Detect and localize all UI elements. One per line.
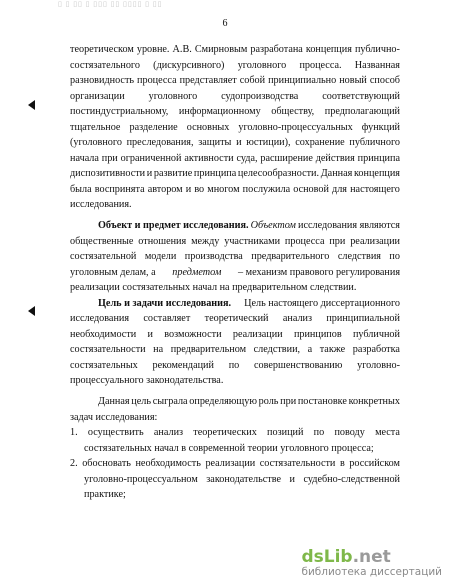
watermark-logo (301, 548, 442, 578)
task-item: 2. обосновать необходимость реализации состязательности в российском (70, 458, 400, 470)
text-line: задач исследования: (70, 411, 158, 423)
text-line: исследования. (70, 199, 132, 211)
bleed-through-artifact: ▯ ▯ ▯▯ ▯ ▯▯▯ ▯▯ ▯▯▯▯ ▯ ▯▯ (58, 0, 163, 8)
section-heading: Объект и предмет исследования. (98, 220, 249, 232)
emphasis-word: Объектом (250, 220, 296, 232)
text-line: постиндустриальному, информационному обществу, предполагающий (70, 106, 400, 118)
text-line: состязательного (дискурсивного) уголовного процесса. Названная (70, 59, 400, 71)
text-line: состязательных рекомендаций по совершенствованию уголовно- (70, 359, 400, 371)
watermark-tld: .net (352, 547, 391, 567)
text-line: общественные отношения между участниками процесса при реализации (70, 235, 400, 247)
text-line: состязательности на предварительном следствии, а также разработка (70, 344, 400, 356)
goal-heading-line: Цель и задачи исследования. Цель настоящего диссертационного (70, 296, 400, 312)
document-body (70, 42, 400, 503)
text-line: состязательной модели производства предварительного следствия по (70, 251, 400, 263)
emphasis-word: предметом (172, 266, 222, 278)
text-line: теоретическом уровне. А.В. Смирновым разработана концепция публично- (70, 44, 400, 55)
text-line: организации уголовного судопроизводства соответствующий (70, 90, 400, 102)
watermark-brand: dsLib (301, 547, 353, 567)
text-line: разновидность процесса представляет собой принципиально новый способ (70, 75, 400, 87)
page-number: 6 (222, 18, 228, 29)
text-line: процессуального законодательства. (70, 375, 224, 387)
watermark-subtitle: библиотека диссертаций (301, 566, 442, 578)
object-heading-line: Объект и предмет исследования. Объектом исследования являются (70, 218, 400, 234)
task-item: 1. осуществить анализ теоретических позиций по поводу места (70, 427, 400, 439)
text-line: диспозитивности и развитие принципа целесообразности. Данная концепция (70, 168, 400, 180)
section-heading: Цель и задачи исследования. (98, 297, 232, 309)
task-item-cont: практике; (84, 489, 126, 501)
task-item-cont: состязательных начал в современной теории уголовного процесса; (84, 442, 374, 454)
text-line: Данная цель сыграла определяющую роль при постановке конкретных (98, 396, 400, 408)
margin-arrow-marker (28, 100, 35, 110)
text-line: тщательное разделение основных уголовно-процессуальных функций (70, 121, 400, 133)
text-line: (уголовного преследования, защиты и юстиции), сохранение публичного (70, 137, 400, 149)
text-line: исследования составляет теоретический анализ принципиальной (70, 313, 400, 325)
text-line: необходимости и возможности реализации принципов публичной (70, 328, 400, 340)
margin-arrow-marker (28, 306, 35, 316)
text-line: была воспринята автором и во многом послужила основой для настоящего (70, 183, 400, 195)
task-item-cont: уголовно-процессуальном законодательстве и судебно-следственной (84, 473, 400, 485)
text-line: реализации состязательных начал на предварительном следствии. (70, 282, 357, 294)
text-line: начала при ограниченной активности суда, расширение действия принципа (70, 152, 400, 164)
text-line: уголовным делам, а предметом – механизм правового регулирования (70, 265, 400, 281)
